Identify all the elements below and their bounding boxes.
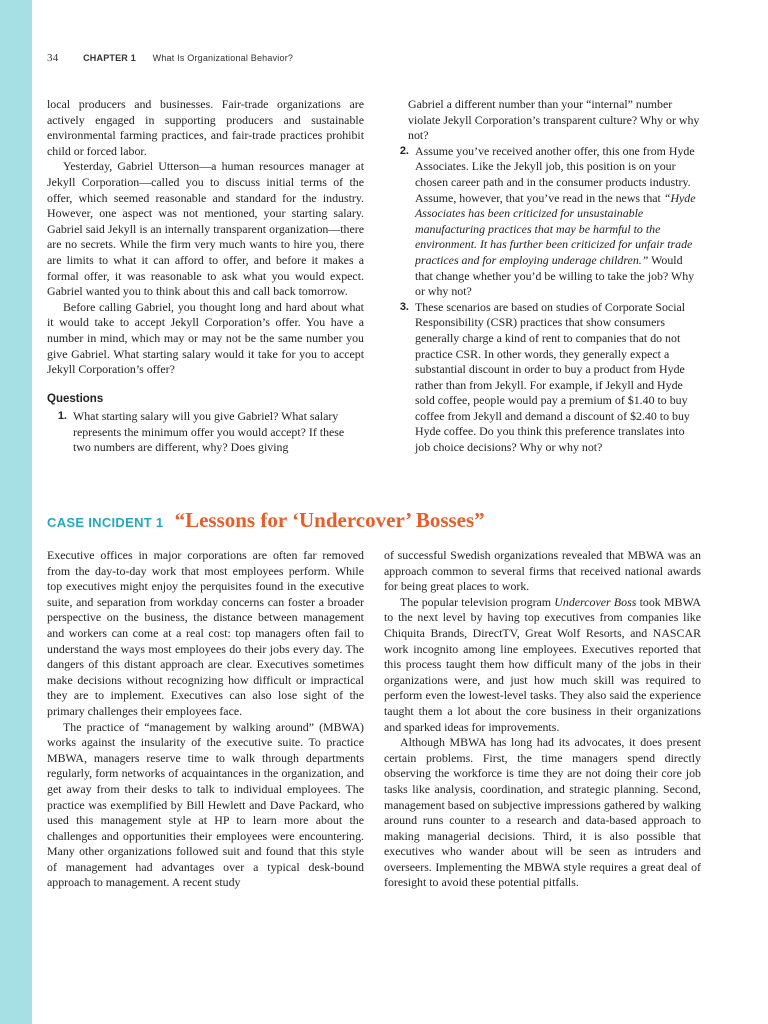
question-text: These scenarios are based on studies of Corporate Social Responsibility (CSR) practices that show consumers generally charge a kind of rent to companies that do not practice CSR. In other words, they generally expect a substantial discount in order to buy a product from Hyde rather than from Jekyll. For example, if Jekyll and Hyde sold coffee, people would pay a premium of $1.40 to buy coffee from Jekyll and demand a discount of $2.40 to buy Hyde coffee. Do you think this preference translates into job choice decisions? Why or why not? [415, 299, 690, 455]
top-left-column [47, 97, 364, 456]
paragraph [384, 595, 701, 735]
paragraph-part: The popular television program [400, 594, 555, 609]
paragraph: Executive offices in major corporations are often far removed from the day-to-day work that most employees perform. While top executives might enjoy the perquisites found in the executive suite, and separation from workday concerns can foster a broader perspective on the business, the distance between management and workers can come at a real cost: top managers often fail to understand the ways most employees do their jobs every day. The dangers of this distant approach are clear. Executives sometimes make decisions without recognizing how difficult or impractical they are to implement. Executives can also lose sight of the primary challenges their employees face. [47, 548, 364, 718]
bottom-left-column [47, 548, 364, 891]
paragraph-part: took MBWA to the next level by having top executives from companies like Chiquita Brands, DirectTV, Great Wolf Resorts, and NASCAR work incognito among line employees. Executives reported that this process taught them how difficult many of the jobs in their organizations were, and just how much skill was required to perform even the lowest-level tasks. They also said the experience taught them a lot about the core business in their organizations and sparked ideas for improvements. [384, 594, 701, 734]
page-number: 34 [47, 52, 59, 64]
paragraph: Yesterday, Gabriel Utterson—a human resources manager at Jekyll Corporation—called you to discuss initial terms of the offer, which seemed reasonable and standard for the industry. However, one aspect was not mentioned, your starting salary. Gabriel said Jekyll is an internally transparent organization—there are no secrets. While the firm very much wants to hire you, there are limits to what it can afford to offer, and before it makes a formal offer, it was reasonable to ask what you would expect. Gabriel wanted you to think about this and call back tomorrow. [47, 159, 364, 299]
paragraph: The practice of “management by walking around” (MBWA) works against the insularity of the executive suite. To practice MBWA, managers reserve time to walk through departments regularly, form networks of acquaintances in the organization, and get away from their desks to talk to individual employees. The practice was exemplified by Bill Hewlett and Dave Packard, who used this management style at HP to learn more about the challenges and opportunities their employees were encountering. Many other organizations followed suit and found that this style of management had advantages over a typical desk-bound approach to management. A recent study [47, 719, 364, 890]
question-text: What starting salary will you give Gabriel? What salary represents the minimum offer you would accept? If these two numbers are different, why? Does giving [73, 409, 345, 455]
case-incident-title: “Lessons for ‘Undercover’ Bosses” [174, 508, 485, 532]
question-number: 1. [57, 410, 67, 423]
question-1 [47, 409, 364, 456]
margin-color-stripe [0, 0, 32, 1024]
question-text-part: Assume you’ve received another offer, this one from Hyde Associates. Like the Jekyll job, this position is on your chosen career path and in the consumer products industry. Assume, however, that you’ve read in the news that [415, 143, 695, 205]
question-2 [389, 144, 701, 300]
question-number: 2. [399, 144, 409, 157]
question-text [415, 144, 701, 300]
chapter-label: CHAPTER 1 [83, 53, 136, 63]
bottom-right-column [384, 548, 701, 891]
paragraph: of successful Swedish organizations revealed that MBWA was an approach common to several firms that received national awards for being great places to work. [384, 548, 701, 594]
questions-heading: Questions [47, 392, 104, 405]
paragraph: Before calling Gabriel, you thought long and hard about what it would take to accept Jekyll Corporation’s offer. You have a number in mind, which may or may not be the same number you give Gabriel. What starting salary would it take for you to accept Jekyll Corporation’s offer? [47, 299, 364, 377]
running-head [47, 52, 293, 64]
top-right-column [389, 97, 701, 456]
question-1-continued: Gabriel a different number than your “internal” number violate Jekyll Corporation’s transparent culture? Why or why not? [408, 97, 700, 143]
question-number: 3. [399, 300, 409, 313]
case-incident-heading [47, 508, 485, 533]
news-quote: “Hyde Associates has been criticized for unsustainable manufacturing practices that may be harmful to the environment. It has further been criticized for unfair trade practices and for employing underage children.” [415, 190, 696, 267]
paragraph: local producers and businesses. Fair-trade organizations are actively engaged in supporting producers and sustainable environmental farming practices, and fair-trade practices prohibit child or forced labor. [47, 97, 364, 158]
case-incident-label: CASE INCIDENT 1 [47, 515, 164, 530]
show-title: Undercover Boss [554, 594, 637, 609]
question-3 [389, 300, 701, 456]
question-text-part: Would that change whether you’d be willing to take the job? Why or why not? [415, 252, 695, 299]
paragraph: Although MBWA has long had its advocates, it does present certain problems. First, the time managers spend directly observing the workforce is time they are not doing their core job tasks like analysis, coordination, and strategic planning. Second, management based on subjective impressions gathered by walking around runs counter to a research and data-based approach to making managerial decisions. Third, it is also possible that executives who wander about will be seen as intruders and overseers. Implementing the MBWA style requires a great deal of foresight to avoid these potential pitfalls. [384, 735, 701, 890]
chapter-title: What Is Organizational Behavior? [152, 53, 294, 63]
